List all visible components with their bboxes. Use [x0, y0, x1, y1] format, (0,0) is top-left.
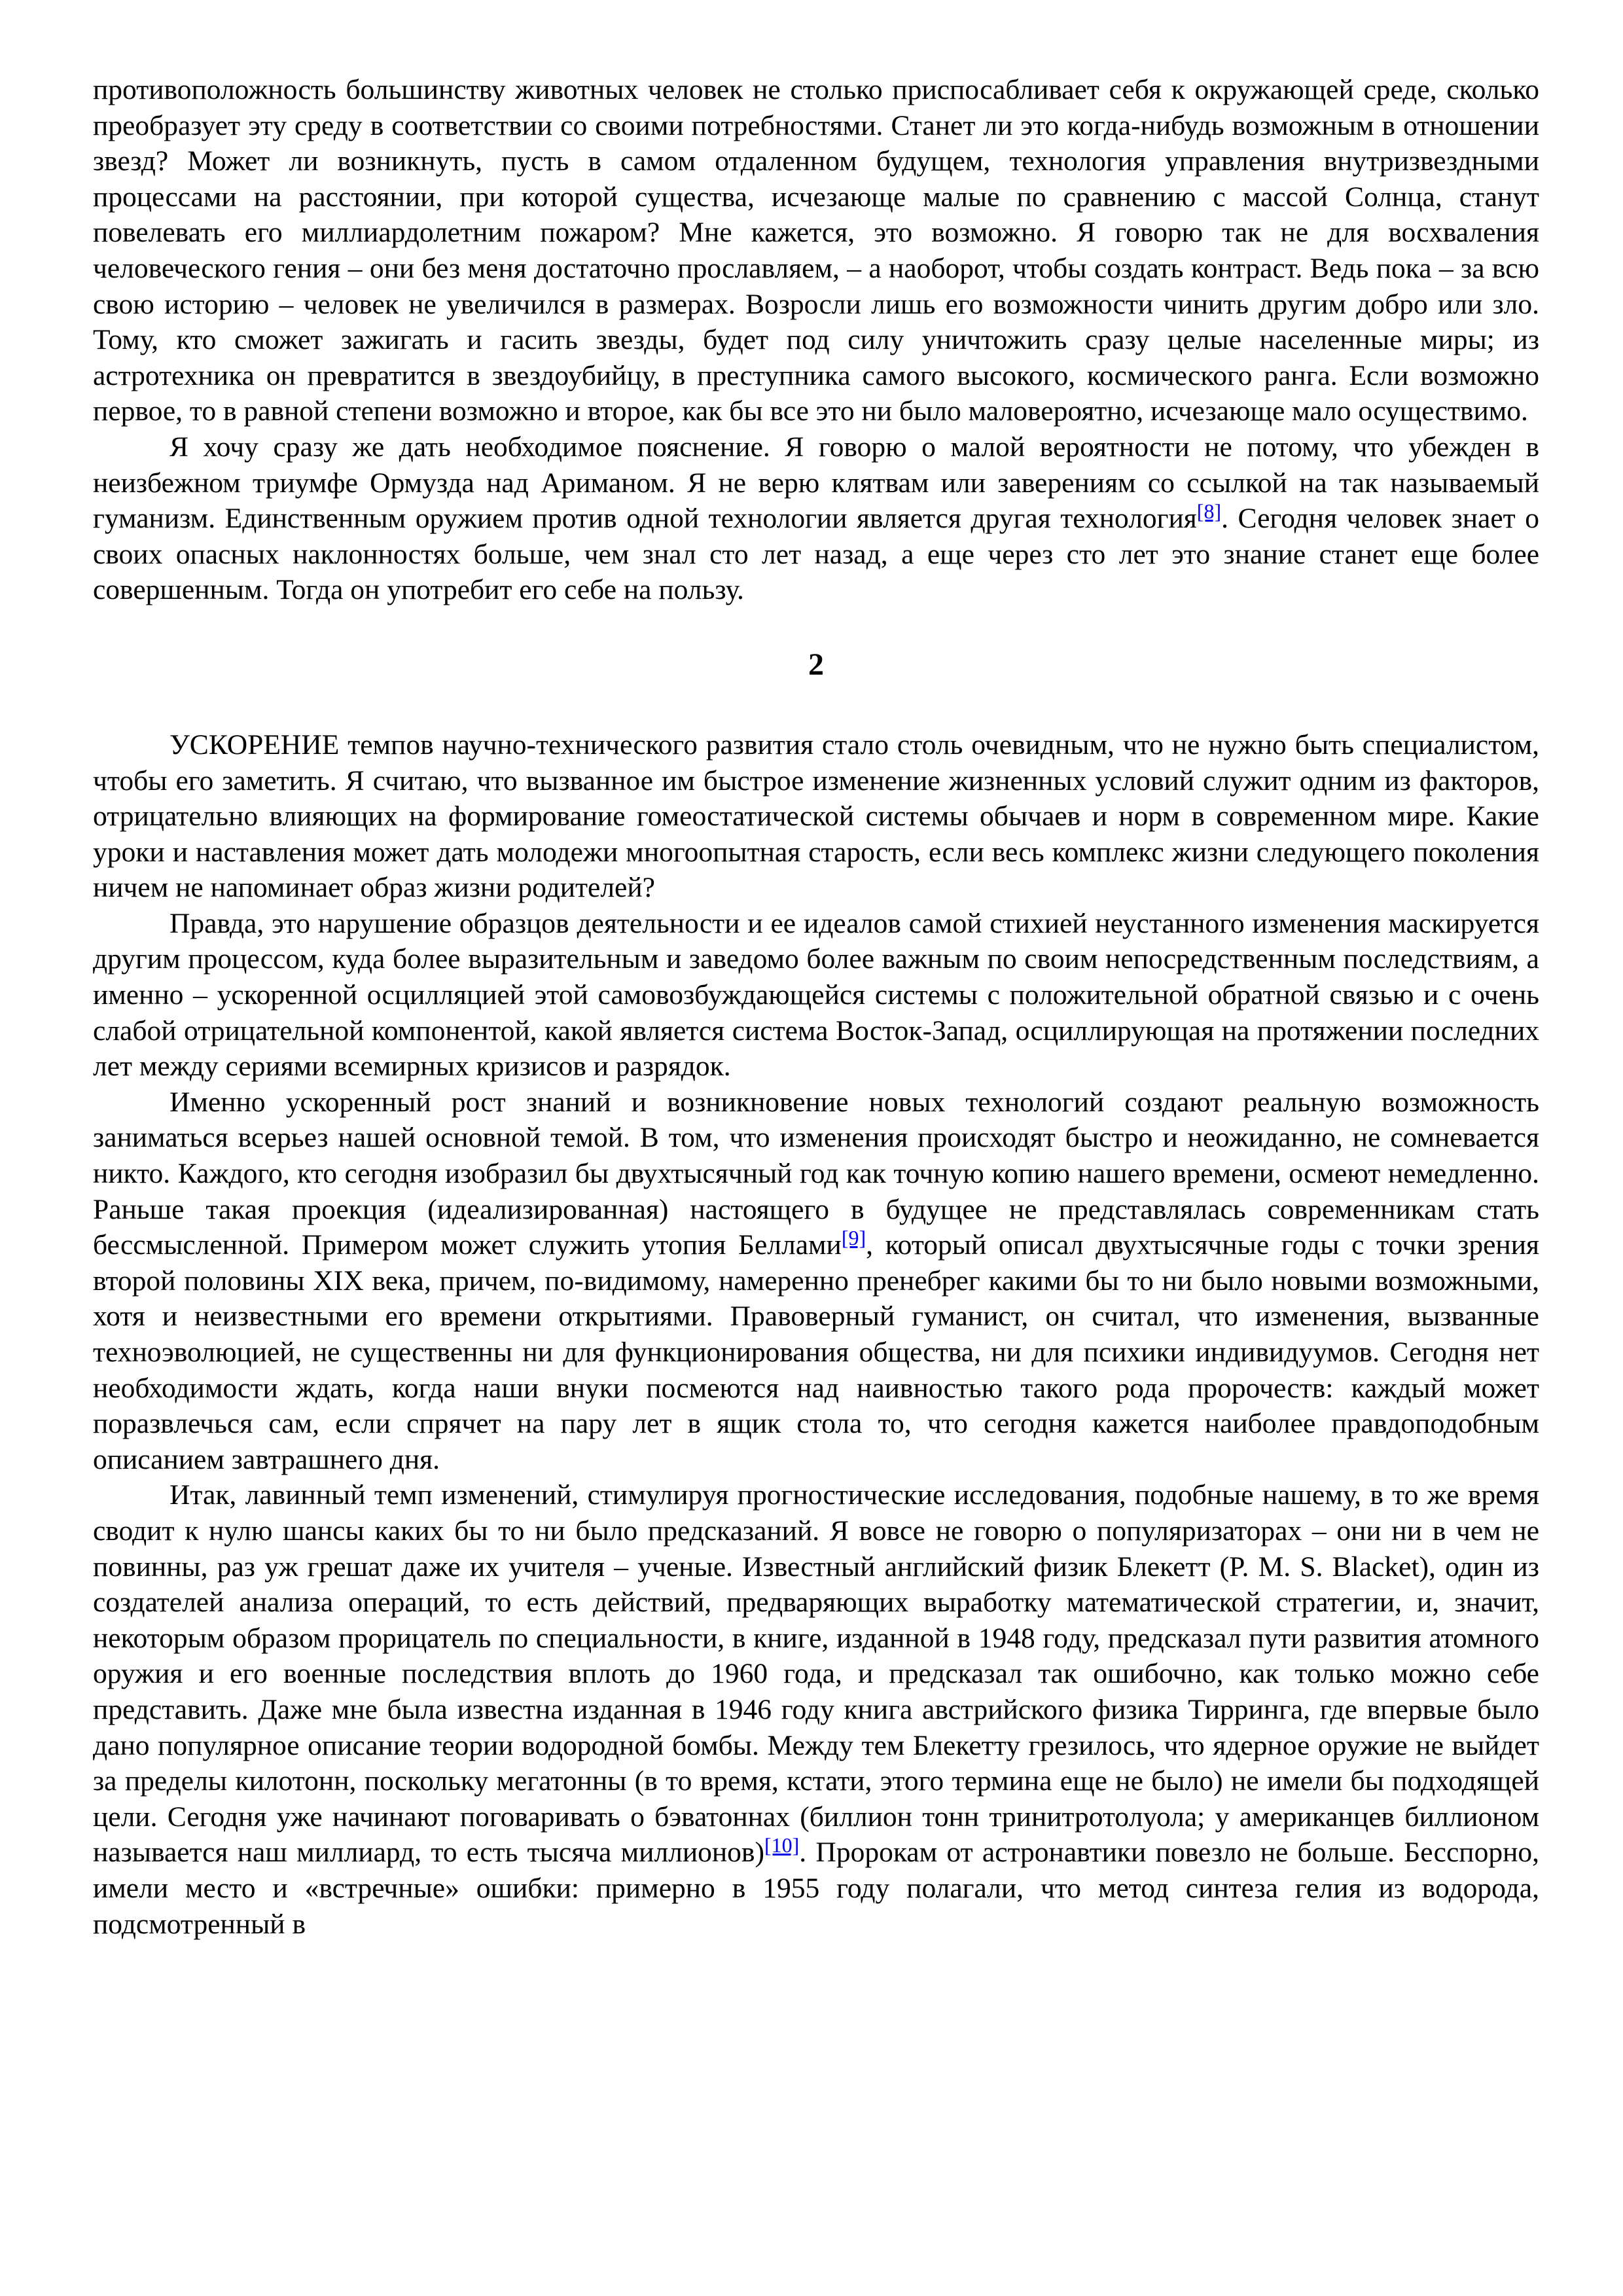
paragraph-text: , который описал двухтысячные годы с точки зрения второй половины XIX века, причем, по-видимому, намеренно пренебрег какими бы то ни было новыми возможными, хотя и неизвестными его времени открытиями. Правоверный гуманист, он считал, что изменения, вызванные техноэволюцией, не существенны ни для функционирования общества, ни для психики индивидуумов. Сегодня нет необходимости ждать, когда наши внуки посмеются над наивностью такого рода пророчеств: каждый может поразвлечься сам, если спрячет на пару лет в ящик стола то, что сегодня кажется наиболее правдоподобным описанием завтрашнего дня. [93, 1229, 1539, 1475]
paragraph-oscillation: Правда, это нарушение образцов деятельности и ее идеалов самой стихией неустанного изменения маскируется другим процессом, куда более выразительным и заведомо более важным по своим непосредственным последствиям, а именно – ускоренной осцилляцией этой самовозбуждающейся системы с положительной обратной связью и с очень слабой отрицательной компонентой, какой является система Восток-Запад, осциллирующая на протяжении последних лет между сериями всемирных кризисов и разрядок. [93, 907, 1539, 1083]
paragraph-text: . Сегодня человек знает о своих опасных наклонностях больше, чем знал сто лет назад, а еще через сто лет это знание станет еще более совершенным. Тогда он употребит его себе на пользу. [93, 503, 1539, 606]
paragraph-text: Именно ускоренный рост знаний и возникновение новых технологий создают реальную возможность заниматься всерьез нашей основной темой. В том, что изменения происходят быстро и неожиданно, не сомневается никто. Каждого, кто сегодня изобразил бы двухтысячный год как точную копию нашего времени, осмеют немедленно. Раньше такая проекция (идеализированная) настоящего в будущее не представлялась современникам стать бессмысленной. Примером может служить утопия Беллами [93, 1086, 1539, 1261]
paragraph-continuation: противоположность большинству животных человек не столько приспосабливает себя к окружающей среде, сколько преобразует эту среду в соответствии со своими потребностями. Станет ли это когда-нибудь возможным в отношении звезд? Может ли возникнуть, пусть в самом отдаленном будущем, технология управления внутризвездными процессами на расстоянии, при которой существа, исчезающе малые по сравнению с массой Солнца, станут повелевать его миллиардолетним пожаром? Мне кажется, это возможно. Я говорю так не для восхваления человеческого гения – они без меня достаточно прославляем, – а наоборот, чтобы создать контраст. Ведь пока – за всю свою историю – человек не увеличился в размерах. Возросли лишь его возможности чинить другим добро или зло. Тому, кто сможет зажигать и гасить звезды, будет под силу уничтожить сразу целые населенные миры; из астротехника он превратится в звездоубийцу, в преступника самого высокого, космического ранга. Если возможно первое, то в равной степени возможно и второе, как бы все это ни было маловероятно, исчезающе мало осуществимо. [93, 74, 1539, 427]
paragraph-blackett [93, 1477, 1539, 1942]
footnote-link-8[interactable]: [8] [1196, 499, 1222, 524]
footnote-link-10[interactable]: [10] [764, 1833, 800, 1857]
paragraph-text: Итак, лавинный темп изменений, стимулируя прогностические исследования, подобные нашему, в то же время сводит к нулю шансы каких бы то ни было предсказаний. Я вовсе не говорю о популяризаторах – они ни в чем не повинны, раз уж грешат даже их учителя – ученые. Известный английский физик Блекетт (P. M. S. Blacket), один из создателей анализа операций, то есть действий, предваряющих выработку математической стратегии, и, значит, некоторым образом прорицатель по специальности, в книге, изданной в 1948 году, предсказал пути развития атомного оружия и его военные последствия вплоть до 1960 года, и предсказал так ошибочно, как только можно себе представить. Даже мне была известна изданная в 1946 году книга австрийского физика Тирринга, где впервые было дано популярное описание теории водородной бомбы. Между тем Блекетту грезилось, что ядерное оружие не выйдет за пределы килотонн, поскольку мегатонны (в то время, кстати, этого термина еще не было) не имели бы подходящей цели. Сегодня уже начинают поговаривать о бэватоннах (биллион тонн тринитротолуола; у американцев биллионом называется наш миллиард, то есть тысяча миллионов) [93, 1479, 1539, 1869]
paragraph-text: . Пророкам от астронавтики повезло не больше. Бесспорно, имели место и «встречные» ошибки: примерно в 1955 году полагали, что метод синтеза гелия из водорода, подсмотренный в [93, 1837, 1539, 1940]
document-page [93, 72, 1539, 1942]
footnote-link-9[interactable]: [9] [841, 1226, 866, 1250]
paragraph-bellamy [93, 1085, 1539, 1478]
paragraph-acceleration: УСКОРЕНИЕ темпов научно-технического развития стало столь очевидным, что не нужно быть специалистом, чтобы его заметить. Я считаю, что вызванное им быстрое изменение жизненных условий служит одним из факторов, отрицательно влияющих на формирование гомеостатической системы обычаев и норм в современном мире. Какие уроки и наставления может дать молодежи многоопытная старость, если весь комплекс жизни следующего поколения ничем не напоминает образ жизни родителей? [93, 728, 1539, 904]
paragraph-technology [93, 429, 1539, 608]
section-heading: 2 [808, 647, 824, 682]
paragraph-text: Я хочу сразу же дать необходимое пояснение. Я говорю о малой вероятности не потому, что убежден в неизбежном триумфе Ормузда над Ариманом. Я не верю клятвам или заверениям со ссылкой на так называемый гуманизм. Единственным оружием против одной технологии является другая технология [93, 431, 1539, 535]
